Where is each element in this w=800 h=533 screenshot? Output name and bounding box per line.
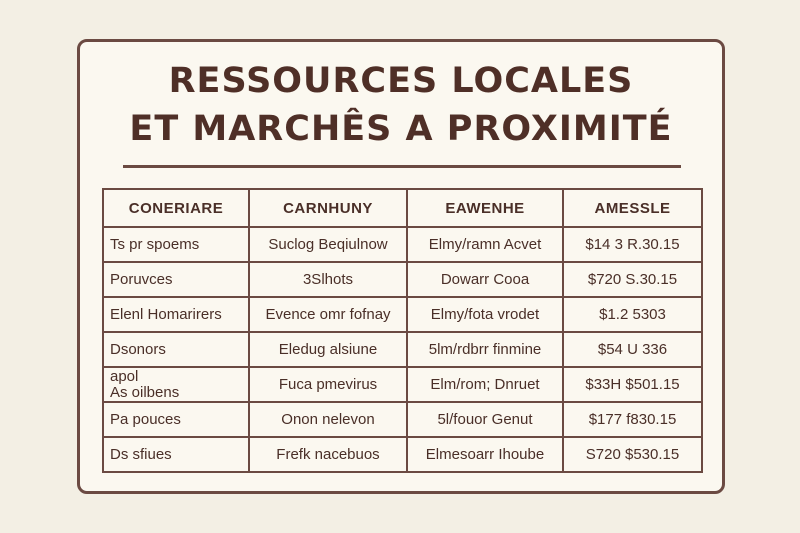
table-row bbox=[103, 437, 702, 472]
table-cell: $14 3 R.30.15 bbox=[563, 227, 702, 262]
table-cell: 3Slhots bbox=[249, 262, 407, 297]
table-cell: $1.2 5303 bbox=[563, 297, 702, 332]
table-cell bbox=[103, 367, 249, 402]
column-header-4: AMESSLE bbox=[563, 189, 702, 227]
table-row bbox=[103, 227, 702, 262]
table-row bbox=[103, 332, 702, 367]
table-cell: Elmesoarr Ihoube bbox=[407, 437, 563, 472]
table-cell: Fuca pmevirus bbox=[249, 367, 407, 402]
table-cell: Elmy/ramn Acvet bbox=[407, 227, 563, 262]
cell-line: As oilbens bbox=[110, 383, 180, 401]
title-divider bbox=[123, 165, 681, 168]
column-header-3: EAWENHE bbox=[407, 189, 563, 227]
table-row bbox=[103, 262, 702, 297]
table-cell: 5l/fouor Genut bbox=[407, 402, 563, 437]
table-cell: $720 S.30.15 bbox=[563, 262, 702, 297]
table-cell: Suclog Beqiulnow bbox=[249, 227, 407, 262]
table-cell: Eledug alsiune bbox=[249, 332, 407, 367]
resource-table bbox=[102, 188, 703, 473]
table-cell: Elm/rom; Dnruet bbox=[407, 367, 563, 402]
table-cell: Dsonors bbox=[103, 332, 249, 367]
table-cell: Pa pouces bbox=[103, 402, 249, 437]
column-header-2: CARNHUNY bbox=[249, 189, 407, 227]
column-header-1: CONERIARE bbox=[103, 189, 249, 227]
table-cell: S720 $530.15 bbox=[563, 437, 702, 472]
table-cell: Poruvces bbox=[103, 262, 249, 297]
cell-line: apol bbox=[110, 367, 139, 385]
table-cell: Elmy/fota vrodet bbox=[407, 297, 563, 332]
table-cell: $33H $501.15 bbox=[563, 367, 702, 402]
table-cell: Ds sfiues bbox=[103, 437, 249, 472]
title-line-1: RESSOURCES LOCALES bbox=[168, 61, 634, 101]
table-cell: Dowarr Cooa bbox=[407, 262, 563, 297]
table-cell: Evence omr fofnay bbox=[249, 297, 407, 332]
header-row bbox=[103, 189, 702, 227]
resource-card bbox=[77, 39, 725, 494]
table-row bbox=[103, 297, 702, 332]
table-cell: Frefk nacebuos bbox=[249, 437, 407, 472]
table-cell: 5lm/rdbrr finmine bbox=[407, 332, 563, 367]
table-row bbox=[103, 367, 702, 402]
table-cell: Elenl Homarirers bbox=[103, 297, 249, 332]
title-line-2: ET MARCHÊS A PROXIMITÉ bbox=[129, 109, 673, 149]
table-cell: Onon nelevon bbox=[249, 402, 407, 437]
table-cell: $177 f830.15 bbox=[563, 402, 702, 437]
table-cell: $54 U 336 bbox=[563, 332, 702, 367]
table-row bbox=[103, 402, 702, 437]
table-cell: Ts pr spoems bbox=[103, 227, 249, 262]
